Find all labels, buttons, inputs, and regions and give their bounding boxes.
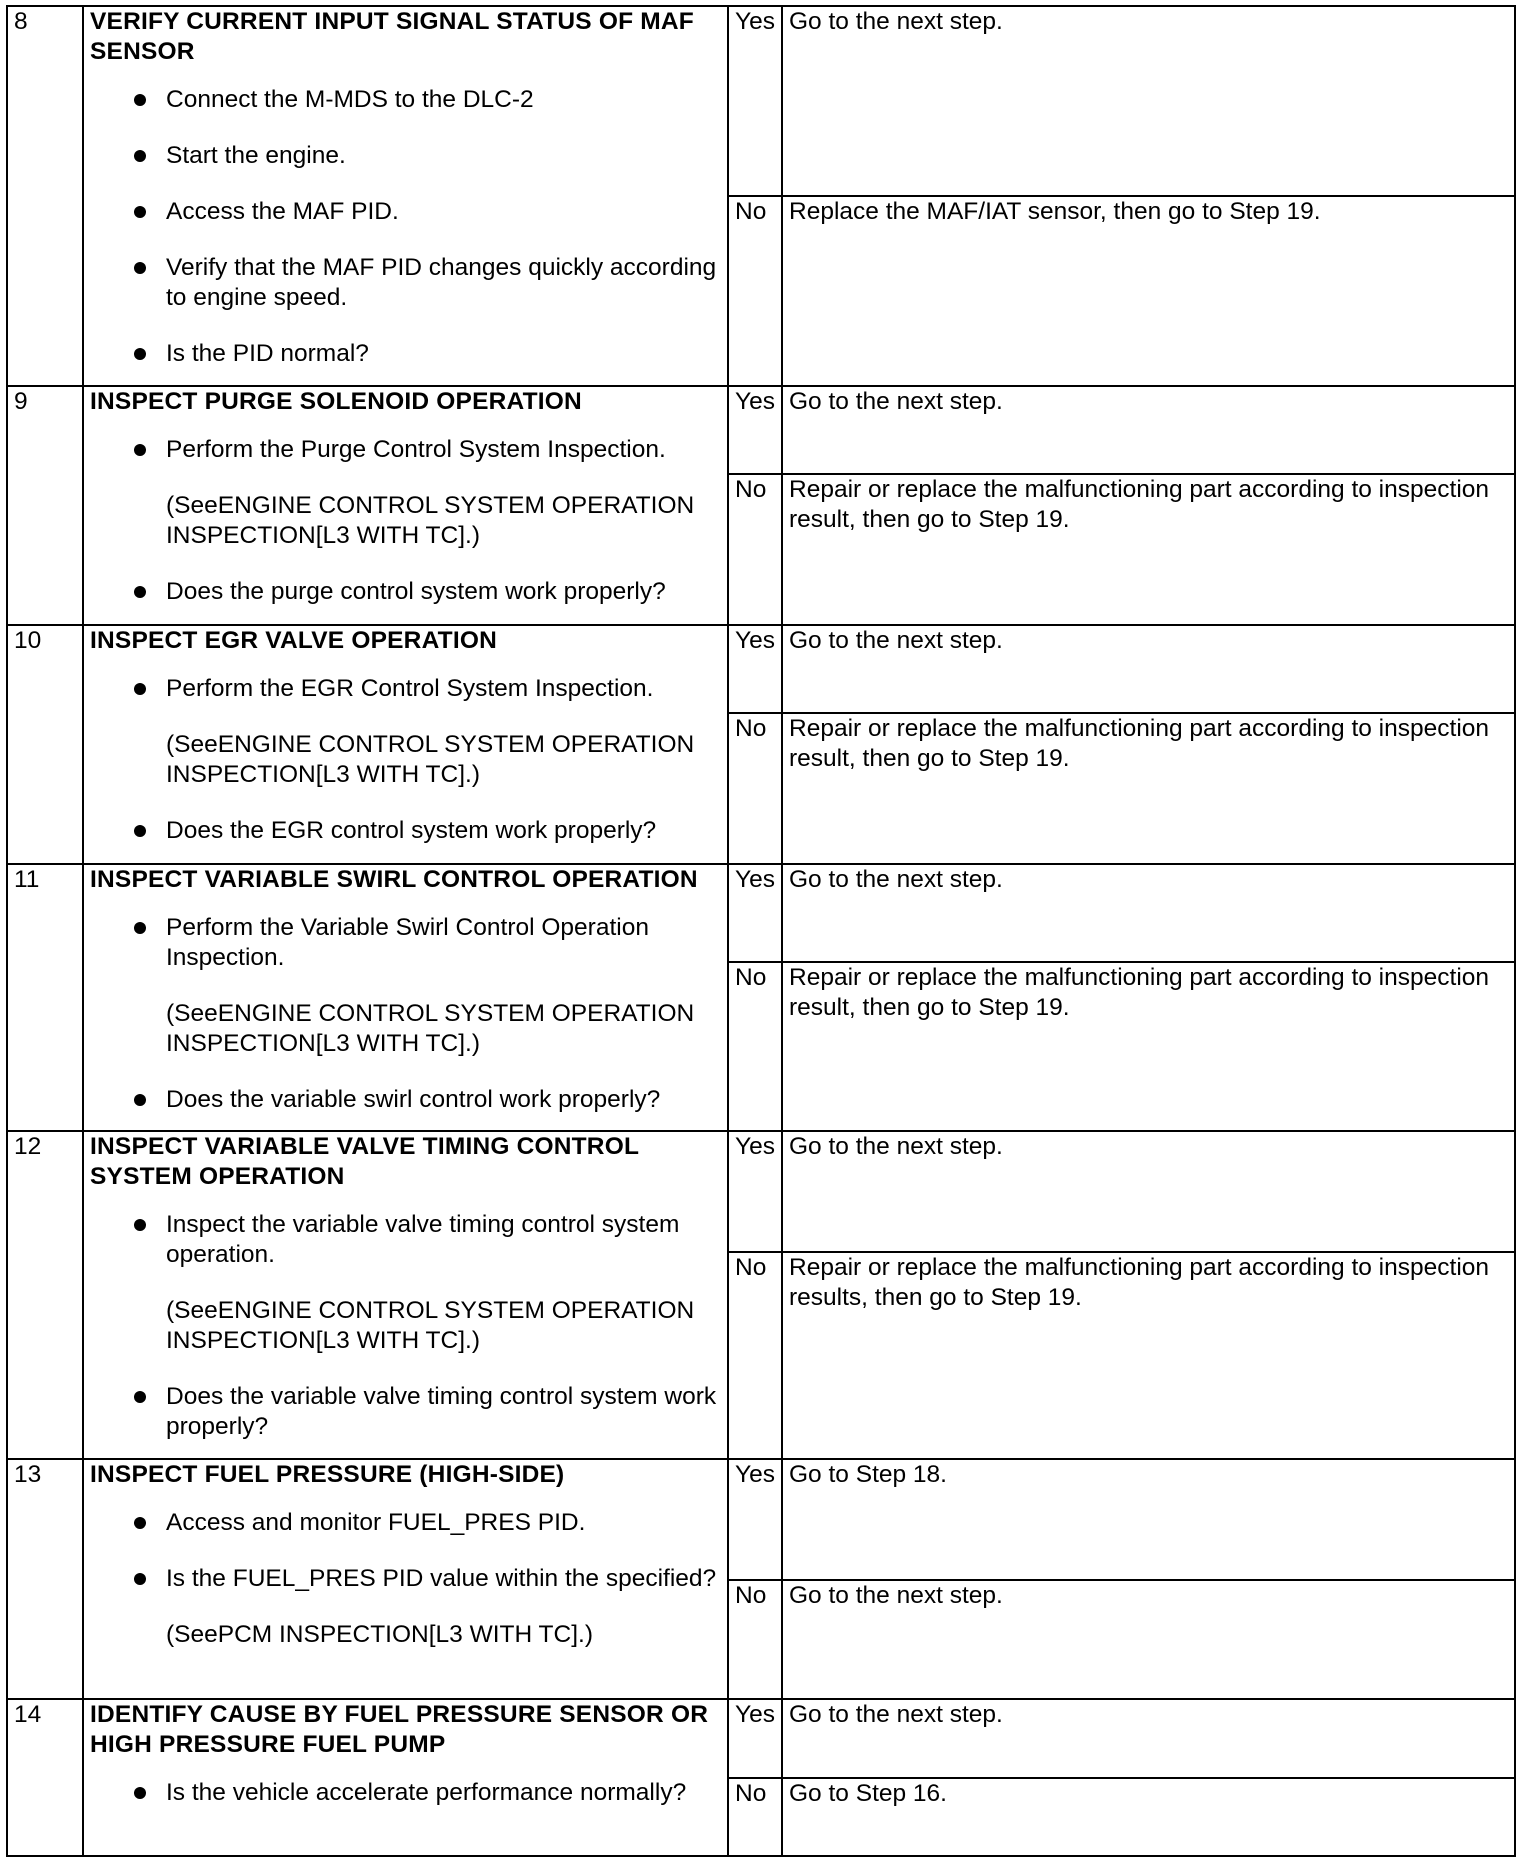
yes-action: Go to the next step. — [782, 6, 1515, 196]
step-title: INSPECT EGR VALVE OPERATION — [90, 627, 497, 654]
yes-label: Yes — [728, 625, 782, 713]
bullet-item: Does the EGR control system work properly? — [166, 816, 721, 846]
step-row — [7, 6, 1515, 196]
reference-note: (SeeENGINE CONTROL SYSTEM OPERATION INSPECTION[L3 WITH TC].) — [166, 731, 695, 788]
step-row — [7, 386, 1515, 474]
yes-label: Yes — [728, 1699, 782, 1778]
no-action: Go to the next step. — [782, 1580, 1515, 1699]
step-items — [90, 1508, 721, 1650]
step-title: INSPECT VARIABLE VALVE TIMING CONTROL SYSTEM OPERATION — [90, 1133, 639, 1190]
no-action: Go to Step 16. — [782, 1778, 1515, 1856]
bullet-item: Is the PID normal? — [166, 339, 721, 369]
yes-action: Go to the next step. — [782, 625, 1515, 713]
step-title: INSPECT FUEL PRESSURE (HIGH-SIDE) — [90, 1461, 565, 1488]
step-items — [90, 913, 721, 1115]
bullet-item: Connect the M-MDS to the DLC-2 — [166, 85, 721, 115]
step-items — [90, 85, 721, 369]
no-label: No — [728, 1252, 782, 1459]
step-row — [7, 1699, 1515, 1778]
bullet-item: Perform the Variable Swirl Control Operation Inspection. — [166, 913, 721, 973]
no-label: No — [728, 474, 782, 625]
bullet-item: Start the engine. — [166, 141, 721, 171]
step-number: 13 — [7, 1459, 83, 1699]
step-title: IDENTIFY CAUSE BY FUEL PRESSURE SENSOR OR HIGH PRESSURE FUEL PUMP — [90, 1701, 709, 1758]
step-description — [83, 864, 728, 1131]
step-row — [7, 864, 1515, 962]
step-title: INSPECT VARIABLE SWIRL CONTROL OPERATION — [90, 866, 698, 893]
step-description — [83, 1699, 728, 1856]
step-items — [90, 435, 721, 607]
yes-action: Go to the next step. — [782, 1699, 1515, 1778]
reference-note: (SeeENGINE CONTROL SYSTEM OPERATION INSPECTION[L3 WITH TC].) — [166, 1000, 695, 1057]
yes-label: Yes — [728, 1459, 782, 1580]
step-items — [90, 674, 721, 846]
step-items — [90, 1210, 721, 1442]
step-row — [7, 1131, 1515, 1252]
bullet-item: Is the FUEL_PRES PID value within the specified? — [166, 1564, 721, 1594]
step-number: 9 — [7, 386, 83, 625]
step-number: 11 — [7, 864, 83, 1131]
no-label: No — [728, 1580, 782, 1699]
bullet-item: Does the variable swirl control work properly? — [166, 1085, 721, 1115]
no-label: No — [728, 196, 782, 386]
yes-action: Go to the next step. — [782, 386, 1515, 474]
yes-label: Yes — [728, 1131, 782, 1252]
step-description — [83, 6, 728, 386]
yes-action: Go to the next step. — [782, 864, 1515, 962]
step-description — [83, 386, 728, 625]
bullet-item: Perform the Purge Control System Inspection. — [166, 435, 721, 465]
no-action: Repair or replace the malfunctioning part according to inspection result, then go to Step 19. — [782, 713, 1515, 864]
yes-action: Go to Step 18. — [782, 1459, 1515, 1580]
step-description — [83, 625, 728, 864]
bullet-item: Inspect the variable valve timing control system operation. — [166, 1210, 721, 1270]
reference-note: (SeeENGINE CONTROL SYSTEM OPERATION INSPECTION[L3 WITH TC].) — [166, 1297, 695, 1354]
no-label: No — [728, 713, 782, 864]
bullet-item: Does the variable valve timing control system work properly? — [166, 1382, 721, 1442]
step-description — [83, 1459, 728, 1699]
bullet-item: Is the vehicle accelerate performance normally? — [166, 1778, 721, 1808]
no-label: No — [728, 962, 782, 1131]
bullet-item: Does the purge control system work properly? — [166, 577, 721, 607]
bullet-item: Access and monitor FUEL_PRES PID. — [166, 1508, 721, 1538]
no-action: Repair or replace the malfunctioning part according to inspection result, then go to Step 19. — [782, 962, 1515, 1131]
step-row — [7, 1459, 1515, 1580]
step-title: VERIFY CURRENT INPUT SIGNAL STATUS OF MAF SENSOR — [90, 8, 694, 65]
step-number: 8 — [7, 6, 83, 386]
step-description — [83, 1131, 728, 1459]
step-row — [7, 625, 1515, 713]
reference-note: (SeeENGINE CONTROL SYSTEM OPERATION INSPECTION[L3 WITH TC].) — [166, 492, 695, 549]
step-title: INSPECT PURGE SOLENOID OPERATION — [90, 388, 582, 415]
no-action: Replace the MAF/IAT sensor, then go to Step 19. — [782, 196, 1515, 386]
no-action: Repair or replace the malfunctioning part according to inspection result, then go to Step 19. — [782, 474, 1515, 625]
no-action: Repair or replace the malfunctioning part according to inspection results, then go to Step 19. — [782, 1252, 1515, 1459]
bullet-item: Access the MAF PID. — [166, 197, 721, 227]
yes-label: Yes — [728, 6, 782, 196]
bullet-item: Verify that the MAF PID changes quickly according to engine speed. — [166, 253, 721, 313]
no-label: No — [728, 1778, 782, 1856]
step-number: 10 — [7, 625, 83, 864]
yes-label: Yes — [728, 864, 782, 962]
step-number: 12 — [7, 1131, 83, 1459]
yes-label: Yes — [728, 386, 782, 474]
diagnostic-procedure-table — [6, 5, 1516, 1857]
step-items — [90, 1778, 721, 1808]
bullet-item: Perform the EGR Control System Inspection. — [166, 674, 721, 704]
reference-note: (SeePCM INSPECTION[L3 WITH TC].) — [166, 1621, 593, 1648]
step-number: 14 — [7, 1699, 83, 1856]
yes-action: Go to the next step. — [782, 1131, 1515, 1252]
